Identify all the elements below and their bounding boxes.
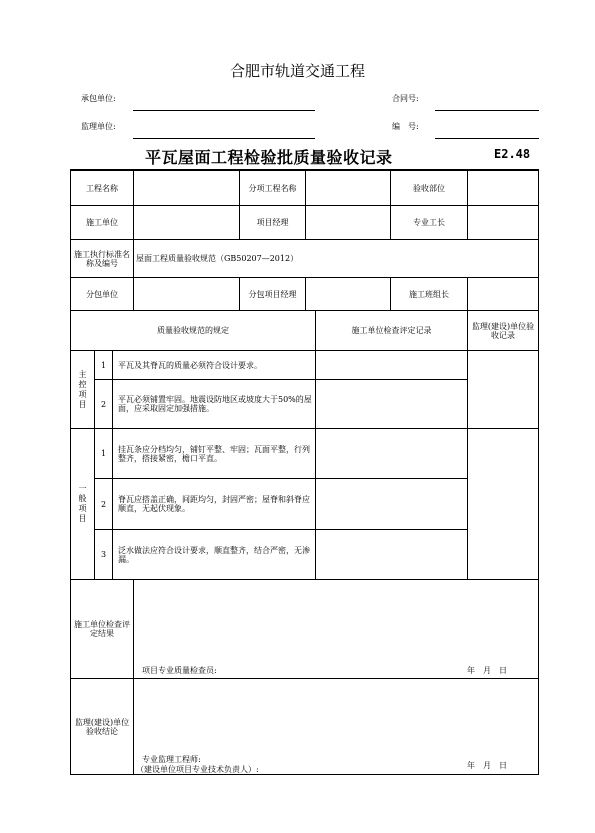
number-field[interactable] <box>435 138 539 139</box>
subcontractor-value[interactable] <box>134 278 239 310</box>
supervisor-record-header: 监理(建设)单位验收记录 <box>471 321 535 340</box>
foreman-value[interactable] <box>468 206 538 239</box>
inspector-label: 项目专业质量检查员: <box>142 666 217 675</box>
organization-title: 合肥市轨道交通工程 <box>229 62 365 80</box>
sub-project-name-value[interactable] <box>306 171 390 205</box>
spec-header: 质量验收规范的规定 <box>157 326 229 335</box>
main-item-text: 平瓦必须铺置牢固。地震设防地区或坡度大于50%的屋面，应采取固定加强措施。 <box>118 395 312 413</box>
project-manager-label: 项目经理 <box>256 218 289 227</box>
general-item-text: 脊瓦应搭盖正确，间距均匀，封固严密；屋脊和斜脊应顺直，无起伏现象。 <box>118 495 310 513</box>
general-item-record[interactable] <box>316 530 467 579</box>
construction-record-header: 施工单位检查评定记录 <box>351 326 432 335</box>
team-leader-value[interactable] <box>468 278 538 310</box>
general-item-text: 泛水做法应符合设计要求，顺直整齐，结合严密，无渗漏。 <box>118 545 310 564</box>
supervisor-field[interactable] <box>133 138 315 139</box>
project-name-value[interactable] <box>134 171 239 205</box>
form-title: 平瓦屋面工程检验批质量验收记录 <box>145 148 393 167</box>
contractor-field[interactable] <box>133 110 315 111</box>
main-item-text: 平瓦及其脊瓦的质量必须符合设计要求。 <box>118 360 262 370</box>
general-item-number: 2 <box>100 499 107 509</box>
general-item-record[interactable] <box>316 429 467 478</box>
main-item-number: 1 <box>100 360 107 370</box>
standard-label: 施工执行标准名称及编号 <box>74 249 130 268</box>
project-manager-value[interactable] <box>306 206 390 239</box>
sub-project-manager-value[interactable] <box>306 278 390 310</box>
main-item-record[interactable] <box>316 380 467 428</box>
supervisor-date-label: 年 月 日 <box>467 761 507 770</box>
acceptance-part-value[interactable] <box>468 171 538 205</box>
construction-date-label: 年 月 日 <box>467 666 507 675</box>
project-name-label: 工程名称 <box>86 183 118 193</box>
construction-unit-value[interactable] <box>134 206 239 239</box>
construction-result-label: 施工单位检查评定结果 <box>74 620 130 638</box>
team-leader-label: 施工班组长 <box>409 289 449 299</box>
supervisor-conclusion-label: 监理(建设)单位验收结论 <box>74 717 130 736</box>
general-item-text: 挂瓦条应分档均匀，铺钉平整、牢固；瓦面平整，行列整齐，搭接紧密，檐口平直。 <box>118 444 310 463</box>
form-code: E2.48 <box>494 147 531 161</box>
supervisor-engineer-label: 专业监理工程师: <box>142 755 201 764</box>
contract-no-label: 合同号: <box>392 94 419 103</box>
sub-project-manager-label: 分包项目经理 <box>248 289 297 299</box>
supervisor-label: 监理单位: <box>81 122 116 131</box>
foreman-label: 专业工长 <box>413 218 445 227</box>
construction-unit-label: 施工单位 <box>86 218 118 227</box>
main-item-number: 2 <box>100 399 107 409</box>
contract-no-field[interactable] <box>435 110 539 111</box>
general-items-section <box>71 429 94 579</box>
general-item-number: 1 <box>100 449 107 458</box>
construction-result-area[interactable] <box>134 580 538 678</box>
supervisor-engineer-sub-label: （建设单位项目专业技术负责人）: <box>136 765 259 774</box>
subcontractor-label: 分包单位 <box>86 289 118 299</box>
general-item-number: 3 <box>100 550 107 559</box>
supervisor-record-cell[interactable] <box>468 351 538 579</box>
main-items-label: 主控项目 <box>78 369 87 409</box>
general-item-record[interactable] <box>316 479 467 529</box>
main-item-record[interactable] <box>316 351 467 379</box>
standard-value: 屋面工程质量验收规范（GB50207—2012） <box>136 254 299 263</box>
general-items-label: 一般项目 <box>78 484 87 523</box>
contractor-label: 承包单位: <box>81 94 116 103</box>
acceptance-part-label: 验收部位 <box>413 183 445 193</box>
main-items-section <box>71 351 94 428</box>
sub-project-name-label: 分项工程名称 <box>248 183 297 193</box>
number-label: 编 号: <box>392 122 419 131</box>
